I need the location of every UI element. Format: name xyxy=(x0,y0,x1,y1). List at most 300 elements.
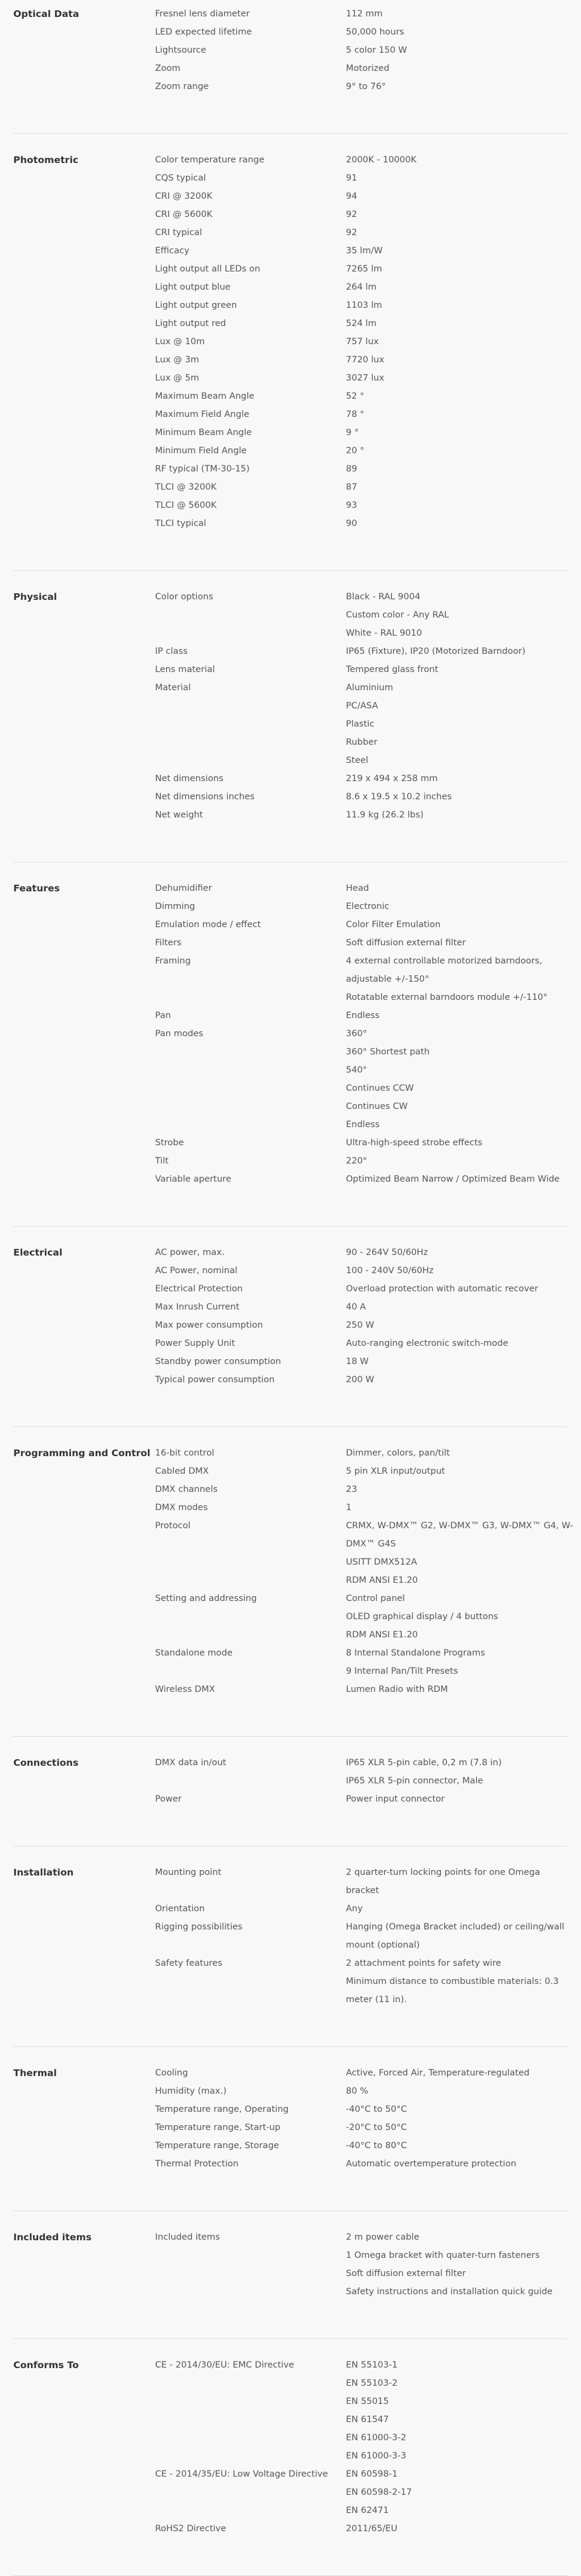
spec-row xyxy=(13,5,568,23)
spec-values xyxy=(346,806,581,824)
spec-values xyxy=(346,2100,581,2118)
spec-value: -20°C to 50°C xyxy=(346,2123,407,2132)
spec-values xyxy=(346,2465,581,2520)
spec-key: Pan xyxy=(155,1011,171,1020)
spec-value: Continues CW xyxy=(346,1102,408,1111)
spec-values xyxy=(346,1152,581,1170)
spec-values xyxy=(346,460,581,478)
spec-values xyxy=(346,1353,581,1371)
section-title: Photometric xyxy=(13,155,79,165)
spec-key: Minimum Field Angle xyxy=(155,446,247,456)
spec-row xyxy=(13,2064,568,2082)
spec-row xyxy=(13,41,568,59)
spec-key: Lux @ 5m xyxy=(155,373,199,383)
spec-values xyxy=(346,1644,581,1680)
spec-value: 94 xyxy=(346,191,357,201)
spec-values xyxy=(346,1334,581,1353)
spec-row xyxy=(13,2100,568,2118)
spec-row xyxy=(13,369,568,387)
spec-value: Custom color - Any RAL xyxy=(346,610,450,620)
spec-key: Color options xyxy=(155,592,213,602)
spec-key: CRI @ 5600K xyxy=(155,210,213,219)
spec-values xyxy=(346,333,581,351)
spec-row xyxy=(13,1954,568,2009)
spec-row xyxy=(13,169,568,187)
spec-values xyxy=(346,1170,581,1188)
section-title: Conforms To xyxy=(13,2360,79,2371)
spec-value: 2011/65/EU xyxy=(346,2524,397,2534)
spec-row xyxy=(13,315,568,333)
spec-values xyxy=(346,2137,581,2155)
spec-value: 52 ° xyxy=(346,391,365,401)
spec-row xyxy=(13,260,568,278)
spec-row xyxy=(13,78,568,96)
spec-value: Endless xyxy=(346,1120,380,1130)
spec-value: 40 A xyxy=(346,1302,366,1312)
spec-row xyxy=(13,1025,568,1134)
spec-key: Lightsource xyxy=(155,45,207,55)
spec-value: 23 xyxy=(346,1485,357,1494)
spec-value: 112 mm xyxy=(346,9,383,19)
spec-value: 20 ° xyxy=(346,446,365,456)
spec-row xyxy=(13,2155,568,2173)
spec-values xyxy=(346,2228,581,2301)
spec-row xyxy=(13,2082,568,2100)
spec-value: mount (optional) xyxy=(346,1940,420,1950)
spec-value: 90 - 264V 50/60Hz xyxy=(346,1248,428,1257)
spec-key: Filters xyxy=(155,938,182,948)
spec-row xyxy=(13,952,568,1007)
spec-values xyxy=(346,588,581,642)
spec-values xyxy=(346,2155,581,2173)
spec-values xyxy=(346,661,581,679)
spec-value: CRMX, W-DMX™ G2, W-DMX™ G3, W-DMX™ G4, W- xyxy=(346,1521,573,1531)
spec-row xyxy=(13,23,568,41)
spec-value: 540° xyxy=(346,1065,367,1075)
spec-values xyxy=(346,424,581,442)
spec-row xyxy=(13,642,568,661)
spec-value: 100 - 240V 50/60Hz xyxy=(346,1266,434,1276)
section-title: Installation xyxy=(13,1867,74,1878)
spec-row xyxy=(13,588,568,642)
spec-value: 4 external controllable motorized barndoors, xyxy=(346,956,542,966)
spec-key: Max Inrush Current xyxy=(155,1302,240,1312)
spec-key: Included items xyxy=(155,2232,220,2242)
spec-value: USITT DMX512A xyxy=(346,1557,417,1567)
spec-value: Overload protection with automatic recover xyxy=(346,1284,539,1294)
spec-row xyxy=(13,2520,568,2538)
spec-values xyxy=(346,1444,581,1462)
spec-row xyxy=(13,1316,568,1334)
spec-value: 8.6 x 19.5 x 10.2 inches xyxy=(346,792,452,802)
spec-key: Strobe xyxy=(155,1138,184,1148)
spec-values xyxy=(346,2064,581,2082)
spec-value: 90 xyxy=(346,519,357,528)
spec-key: Cabled DMX xyxy=(155,1466,209,1476)
spec-row xyxy=(13,661,568,679)
spec-value: Aluminium xyxy=(346,683,393,693)
spec-row xyxy=(13,59,568,78)
spec-row xyxy=(13,1462,568,1480)
spec-row xyxy=(13,806,568,824)
spec-value: bracket xyxy=(346,1886,379,1895)
spec-values xyxy=(346,1900,581,1918)
spec-values xyxy=(346,642,581,661)
spec-key: Lux @ 3m xyxy=(155,355,199,365)
spec-key: CRI @ 3200K xyxy=(155,191,213,201)
spec-value: Rubber xyxy=(346,737,377,747)
spec-key: 16-bit control xyxy=(155,1448,214,1458)
spec-value: Optimized Beam Narrow / Optimized Beam Wide xyxy=(346,1174,560,1184)
spec-value: White - RAL 9010 xyxy=(346,628,422,638)
spec-value: Tempered glass front xyxy=(346,665,439,674)
spec-row xyxy=(13,1298,568,1316)
spec-row xyxy=(13,2228,568,2301)
spec-row xyxy=(13,1007,568,1025)
spec-value: EN 62471 xyxy=(346,2506,389,2515)
spec-row xyxy=(13,1900,568,1918)
spec-value: Steel xyxy=(346,756,368,765)
spec-value: Hanging (Omega Bracket included) or ceiling/wall xyxy=(346,1922,565,1932)
spec-value: EN 61000-3-3 xyxy=(346,2451,407,2461)
spec-values xyxy=(346,1680,581,1699)
spec-values xyxy=(346,1754,581,1790)
spec-value: 2 attachment points for safety wire xyxy=(346,1959,502,1968)
spec-value: Continues CCW xyxy=(346,1083,414,1093)
spec-values xyxy=(346,478,581,496)
spec-value: 9 ° xyxy=(346,428,359,438)
spec-section xyxy=(13,0,568,134)
spec-key: Tilt xyxy=(155,1156,169,1166)
spec-key: DMX data in/out xyxy=(155,1758,227,1768)
spec-key: Light output green xyxy=(155,301,237,310)
spec-value: Auto-ranging electronic switch-mode xyxy=(346,1339,508,1348)
spec-value: 2000K - 10000K xyxy=(346,155,417,165)
spec-value: EN 60598-1 xyxy=(346,2469,398,2479)
spec-value: 3027 lux xyxy=(346,373,385,383)
spec-row xyxy=(13,1790,568,1808)
spec-key: Net dimensions inches xyxy=(155,792,255,802)
spec-row xyxy=(13,1371,568,1389)
spec-key: Humidity (max.) xyxy=(155,2086,227,2096)
spec-key: Power Supply Unit xyxy=(155,1339,235,1348)
spec-values xyxy=(346,59,581,78)
spec-section xyxy=(13,583,568,862)
spec-key: Net dimensions xyxy=(155,774,224,784)
spec-value: Automatic overtemperature protection xyxy=(346,2159,517,2169)
section-title: Thermal xyxy=(13,2068,57,2078)
section-title: Electrical xyxy=(13,1247,62,1258)
spec-key: Maximum Field Angle xyxy=(155,410,250,419)
spec-row xyxy=(13,442,568,460)
spec-key: Thermal Protection xyxy=(155,2159,239,2169)
spec-key: Lens material xyxy=(155,665,215,674)
spec-key: Temperature range, Storage xyxy=(155,2141,279,2151)
spec-value: EN 60598-2-17 xyxy=(346,2488,412,2497)
spec-values xyxy=(346,2118,581,2137)
spec-row xyxy=(13,2465,568,2520)
spec-row xyxy=(13,934,568,952)
spec-row xyxy=(13,1334,568,1353)
spec-values xyxy=(346,169,581,187)
spec-key: Electrical Protection xyxy=(155,1284,243,1294)
section-title: Physical xyxy=(13,591,57,602)
spec-key: Cooling xyxy=(155,2068,188,2078)
spec-value: RDM ANSI E1.20 xyxy=(346,1576,418,1585)
spec-row xyxy=(13,187,568,205)
spec-key: Rigging possibilities xyxy=(155,1922,243,1932)
spec-key: Zoom xyxy=(155,64,181,73)
spec-key: Standalone mode xyxy=(155,1648,233,1658)
spec-row xyxy=(13,405,568,424)
spec-value: 2 quarter-turn locking points for one Omega xyxy=(346,1868,540,1877)
spec-row xyxy=(13,333,568,351)
spec-value: IP65 XLR 5-pin connector, Male xyxy=(346,1776,483,1786)
spec-row xyxy=(13,1262,568,1280)
spec-key: RF typical (TM-30-15) xyxy=(155,464,250,474)
spec-value: Plastic xyxy=(346,719,374,729)
spec-row xyxy=(13,387,568,405)
spec-value: IP65 (Fixture), IP20 (Motorized Barndoor) xyxy=(346,647,526,656)
spec-key: Maximum Beam Angle xyxy=(155,391,254,401)
spec-values xyxy=(346,1025,581,1134)
spec-values xyxy=(346,1280,581,1298)
spec-row xyxy=(13,351,568,369)
spec-values xyxy=(346,879,581,897)
spec-row xyxy=(13,1134,568,1152)
spec-key: Emulation mode / effect xyxy=(155,920,261,930)
spec-value: 1103 lm xyxy=(346,301,382,310)
spec-values xyxy=(346,278,581,296)
spec-row xyxy=(13,1644,568,1680)
spec-values xyxy=(346,242,581,260)
spec-value: 5 pin XLR input/output xyxy=(346,1466,445,1476)
spec-values xyxy=(346,679,581,770)
spec-value: EN 61547 xyxy=(346,2415,389,2425)
spec-value: EN 61000-3-2 xyxy=(346,2433,407,2443)
spec-value: meter (11 in). xyxy=(346,1995,407,2005)
spec-value: Safety instructions and installation quick guide xyxy=(346,2287,553,2297)
spec-value: Any xyxy=(346,1904,363,1914)
spec-value: 92 xyxy=(346,228,357,238)
spec-value: Black - RAL 9004 xyxy=(346,592,420,602)
spec-key: Temperature range, Start-up xyxy=(155,2123,281,2132)
spec-key: Light output blue xyxy=(155,282,231,292)
spec-row xyxy=(13,478,568,496)
spec-key: Minimum Beam Angle xyxy=(155,428,252,438)
spec-values xyxy=(346,916,581,934)
spec-value: OLED graphical display / 4 buttons xyxy=(346,1612,499,1622)
spec-key: IP class xyxy=(155,647,188,656)
spec-row xyxy=(13,496,568,514)
spec-value: Minimum distance to combustible materials: 0.3 xyxy=(346,1977,559,1986)
spec-value: 7265 lm xyxy=(346,264,382,274)
spec-row xyxy=(13,242,568,260)
spec-value: Soft diffusion external filter xyxy=(346,2269,466,2278)
spec-values xyxy=(346,78,581,96)
spec-value: 524 lm xyxy=(346,319,377,328)
spec-value: 360° xyxy=(346,1029,367,1039)
spec-row xyxy=(13,1499,568,1517)
spec-value: 200 W xyxy=(346,1375,374,1385)
spec-key: TLCI typical xyxy=(155,519,207,528)
spec-values xyxy=(346,1462,581,1480)
spec-key: Light output red xyxy=(155,319,226,328)
spec-key: Wireless DMX xyxy=(155,1685,215,1694)
spec-section xyxy=(13,2059,568,2211)
spec-row xyxy=(13,151,568,169)
spec-key: LED expected lifetime xyxy=(155,27,252,37)
spec-values xyxy=(346,351,581,369)
spec-section xyxy=(13,874,568,1226)
spec-key: Lux @ 10m xyxy=(155,337,205,347)
spec-value: Endless xyxy=(346,1011,380,1020)
spec-row xyxy=(13,1280,568,1298)
spec-value: 78 ° xyxy=(346,410,365,419)
spec-row xyxy=(13,424,568,442)
spec-values xyxy=(346,514,581,533)
spec-row xyxy=(13,2356,568,2465)
spec-row xyxy=(13,1353,568,1371)
spec-values xyxy=(346,788,581,806)
spec-values xyxy=(346,897,581,916)
spec-values xyxy=(346,205,581,224)
spec-key: CE - 2014/30/EU: EMC Directive xyxy=(155,2360,294,2370)
spec-value: Soft diffusion external filter xyxy=(346,938,466,948)
spec-value: 2 m power cable xyxy=(346,2232,420,2242)
spec-key: Setting and addressing xyxy=(155,1594,257,1603)
spec-value: Rotatable external barndoors module +/-110° xyxy=(346,993,548,1002)
spec-row xyxy=(13,1152,568,1170)
spec-row xyxy=(13,1480,568,1499)
spec-value: Motorized xyxy=(346,64,390,73)
section-title: Included items xyxy=(13,2232,92,2243)
spec-row xyxy=(13,897,568,916)
spec-values xyxy=(346,296,581,315)
spec-values xyxy=(346,770,581,788)
spec-values xyxy=(346,1499,581,1517)
spec-value: Color Filter Emulation xyxy=(346,920,441,930)
spec-value: 35 lm/W xyxy=(346,246,383,256)
spec-value: 9° to 76° xyxy=(346,82,386,92)
spec-value: 18 W xyxy=(346,1357,369,1366)
spec-values xyxy=(346,405,581,424)
spec-values xyxy=(346,23,581,41)
spec-key: TLCI @ 5600K xyxy=(155,501,217,510)
spec-values xyxy=(346,1298,581,1316)
spec-value: 93 xyxy=(346,501,357,510)
spec-row xyxy=(13,879,568,897)
spec-key: Pan modes xyxy=(155,1029,204,1039)
spec-value: 7720 lux xyxy=(346,355,385,365)
spec-value: 360° Shortest path xyxy=(346,1047,430,1057)
spec-value: Power input connector xyxy=(346,1794,445,1804)
spec-row xyxy=(13,296,568,315)
spec-values xyxy=(346,1262,581,1280)
spec-value: 250 W xyxy=(346,1320,374,1330)
spec-value: 1 Omega bracket with quater-turn fasteners xyxy=(346,2251,540,2260)
spec-row xyxy=(13,224,568,242)
spec-value: 1 xyxy=(346,1503,352,1513)
spec-values xyxy=(346,1918,581,1954)
spec-value: 91 xyxy=(346,173,357,183)
spec-values xyxy=(346,934,581,952)
spec-row xyxy=(13,460,568,478)
spec-key: Typical power consumption xyxy=(155,1375,275,1385)
spec-values xyxy=(346,187,581,205)
section-title: Features xyxy=(13,883,60,894)
spec-value: 89 xyxy=(346,464,357,474)
section-title: Optical Data xyxy=(13,8,79,19)
spec-key: Mounting point xyxy=(155,1868,222,1877)
spec-key: Orientation xyxy=(155,1904,205,1914)
spec-key: Framing xyxy=(155,956,191,966)
spec-key: CQS typical xyxy=(155,173,206,183)
spec-key: Variable aperture xyxy=(155,1174,231,1184)
spec-key: CRI typical xyxy=(155,228,202,238)
spec-values xyxy=(346,1589,581,1644)
spec-section xyxy=(13,1749,568,1846)
spec-key: Color temperature range xyxy=(155,155,265,165)
spec-value: Ultra-high-speed strobe effects xyxy=(346,1138,483,1148)
spec-key: Net weight xyxy=(155,810,203,820)
spec-values xyxy=(346,315,581,333)
spec-values xyxy=(346,369,581,387)
spec-value: -40°C to 80°C xyxy=(346,2141,407,2151)
spec-row xyxy=(13,1680,568,1699)
spec-value: 757 lux xyxy=(346,337,379,347)
spec-key: TLCI @ 3200K xyxy=(155,482,217,492)
spec-key: Zoom range xyxy=(155,82,209,92)
spec-row xyxy=(13,1863,568,1900)
spec-values xyxy=(346,41,581,59)
spec-value: 92 xyxy=(346,210,357,219)
spec-section xyxy=(13,1239,568,1427)
spec-key: Power xyxy=(155,1794,182,1804)
spec-values xyxy=(346,387,581,405)
spec-values xyxy=(346,1371,581,1389)
spec-key: Max power consumption xyxy=(155,1320,263,1330)
spec-value: Lumen Radio with RDM xyxy=(346,1685,448,1694)
spec-values xyxy=(346,2356,581,2465)
spec-values xyxy=(346,1517,581,1589)
spec-key: AC Power, nominal xyxy=(155,1266,237,1276)
spec-values xyxy=(346,1863,581,1900)
spec-key: DMX modes xyxy=(155,1503,208,1513)
spec-value: 80 % xyxy=(346,2086,368,2096)
spec-value: -40°C to 50°C xyxy=(346,2105,407,2114)
spec-values xyxy=(346,5,581,23)
spec-value: EN 55015 xyxy=(346,2397,389,2406)
spec-row xyxy=(13,514,568,533)
spec-values xyxy=(346,260,581,278)
spec-key: Fresnel lens diameter xyxy=(155,9,250,19)
spec-key: Standby power consumption xyxy=(155,1357,281,1366)
spec-value: IP65 XLR 5-pin cable, 0,2 m (7.8 in) xyxy=(346,1758,502,1768)
spec-values xyxy=(346,1134,581,1152)
spec-row xyxy=(13,1589,568,1644)
spec-value: 8 Internal Standalone Programs xyxy=(346,1648,485,1658)
spec-value: 87 xyxy=(346,482,357,492)
spec-key: Dehumidifier xyxy=(155,884,212,893)
spec-values xyxy=(346,1007,581,1025)
spec-values xyxy=(346,1790,581,1808)
section-title: Connections xyxy=(13,1757,79,1768)
spec-row xyxy=(13,1444,568,1462)
spec-value: Dimmer, colors, pan/tilt xyxy=(346,1448,450,1458)
spec-section xyxy=(13,146,568,571)
spec-row xyxy=(13,1243,568,1262)
